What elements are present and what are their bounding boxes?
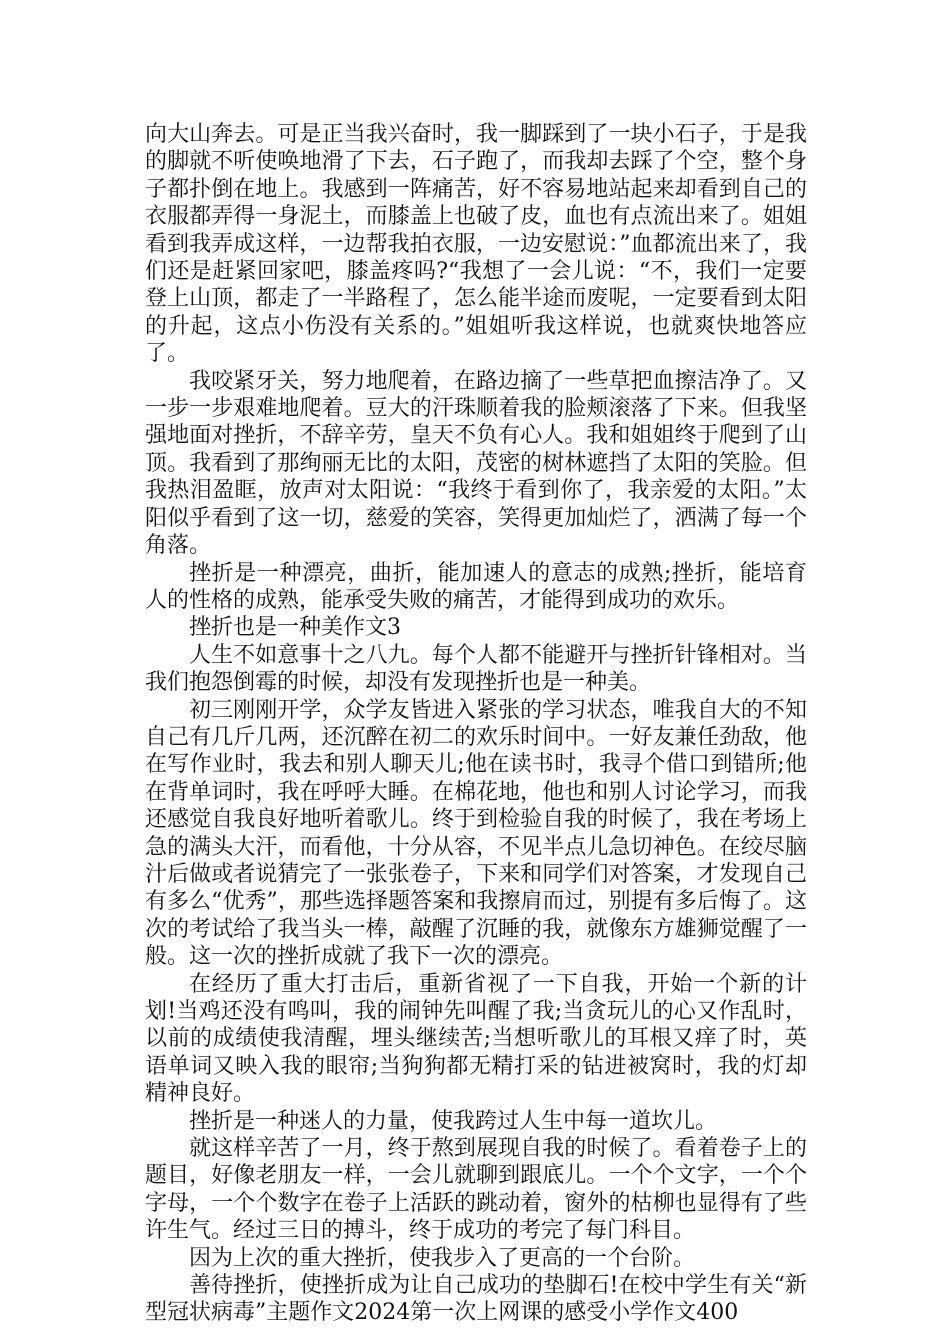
paragraph-7: 挫折是一种迷人的力量，使我跨过人生中每一道坎儿。 [189,1108,718,1134]
paragraph-10: 善待挫折，使挫折成为让自己成功的垫脚石!在校中学生有关“新型冠状病毒”主题作文2024第一次上网课的感受小学作文400 [145,1273,807,1326]
paragraph-1: 向大山奔去。可是正当我兴奋时，我一脚踩到了一块小石子，于是我的脚就不听使唤地滑了下去，石子跑了，而我却去踩了个空，整个身子都扑倒在地上。我感到一阵痛苦，好不容易地站起来却看到自己的衣服都弄得一身泥土，而膝盖上也破了皮，血也有点流出来了。姐姐看到我弄成这样，一边帮我拍衣服，一边安慰说：”血都流出来了，我们还是赶紧回家吧，膝盖疼吗?“我想了一会儿说：“不，我们一定要登上山顶，都走了一半路程了，怎么能半途而废呢，一定要看到太阳的升起，这点小伤没有关系的。”姐姐听我这样说，也就爽快地答应了。 [145,122,807,367]
section-heading: 挫折也是一种美作文3 [189,615,401,641]
paragraph-6: 在经历了重大打击后，重新省视了一下自我，开始一个新的计划!当鸡还没有鸣叫，我的闹钟先叫醒了我;当贪玩儿的心又作乱时，以前的成绩使我清醒，埋头继续苦;当想听歌儿的耳根又痒了时，英语单词又映入我的眼帘;当狗狗都无精打采的钻进被窝时，我的灯却精神良好。 [145,971,807,1107]
paragraph-2: 我咬紧牙关，努力地爬着，在路边摘了一些草把血擦洁净了。又一步一步艰难地爬着。豆大的汗珠顺着我的脸颊滚落了下来。但我坚强地面对挫折，不辞辛劳，皇天不负有心人。我和姐姐终于爬到了山顶。我看到了那绚丽无比的太阳，茂密的树林遮挡了太阳的笑脸。但我热泪盈眶，放声对太阳说：“我终于看到你了，我亲爱的太阳。”太阳似乎看到了这一切，慈爱的笑容，笑得更加灿烂了，洒满了每一个角落。 [145,368,807,559]
paragraph-5: 初三刚刚开学，众学友皆进入紧张的学习状态，唯我自大的不知自己有几斤几两，还沉醉在初二的欢乐时间中。一好友兼任劲敌，他在写作业时，我去和别人聊天儿;他在读书时，我寻个借口到错所;他在背单词时，我在呼呼大睡。在棉花地，他也和别人讨论学习，而我还感觉自我良好地听着歌儿。终于到检验自我的时候了，我在考场上急的满头大汗，而看他，十分从容，不见半点儿急切神色。在绞尽脑汁后做或者说猜完了一张张卷子，下来和同学们对答案，才发现自己有多么“优秀”，那些选择题答案和我擦肩而过，别提有多后悔了。这次的考试给了我当头一棒，敲醒了沉睡的我，就像东方雄狮觉醒了一般。这一次的挫折成就了我下一次的漂亮。 [145,697,807,970]
paragraph-9: 因为上次的重大挫折，使我步入了更高的一个台阶。 [189,1245,696,1271]
paragraph-8: 就这样辛苦了一月，终于熬到展现自我的时候了。看着卷子上的题目，好像老朋友一样，一会儿就聊到跟底儿。一个个文字，一个个字母，一个个数字在卷子上活跃的跳动着，窗外的枯柳也显得有了些许生气。经过三日的搏斗，终于成功的考完了每门科目。 [145,1136,807,1244]
paragraph-4: 人生不如意事十之八九。每个人都不能避开与挫折针锋相对。当我们抱怨倒霉的时候，却没有发现挫折也是一种美。 [145,642,807,696]
paragraph-3: 挫折是一种漂亮，曲折，能加速人的意志的成熟;挫折，能培育人的性格的成熟，能承受失败的痛苦，才能得到成功的欢乐。 [145,560,807,613]
document-body [145,121,807,1327]
